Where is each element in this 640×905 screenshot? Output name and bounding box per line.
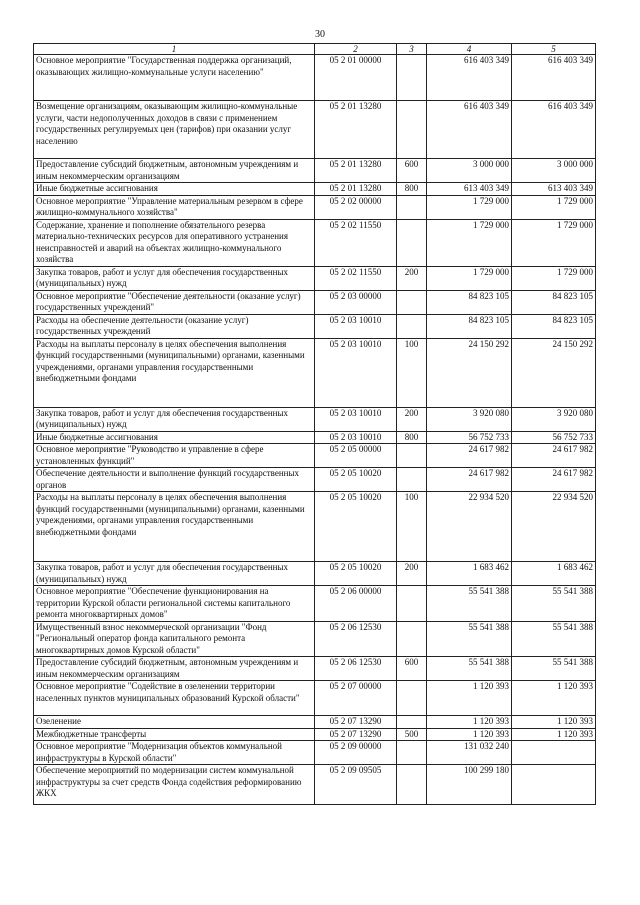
table-row — [34, 55, 596, 101]
amount-cell: 1 120 393 — [512, 728, 596, 741]
amount-cell: 616 403 349 — [512, 101, 596, 159]
amount-cell: 613 403 349 — [512, 183, 596, 196]
name-cell: Озеленение — [34, 716, 315, 729]
amount-cell: 55 541 388 — [512, 586, 596, 622]
amount-cell: 1 729 000 — [427, 195, 512, 219]
code-cell: 05 2 07 00000 — [315, 681, 397, 716]
amount-cell: 55 541 388 — [512, 621, 596, 657]
amount-cell: 3 000 000 — [512, 159, 596, 183]
amount-cell: 24 150 292 — [427, 338, 512, 407]
code-cell: 05 2 03 00000 — [315, 290, 397, 314]
name-cell: Основное мероприятие "Содействие в озеленении территории населенных пунктов муниципальных образований Курской области" — [34, 681, 315, 716]
expense-type-cell — [397, 621, 427, 657]
table-row — [34, 468, 596, 492]
amount-cell: 1 729 000 — [512, 266, 596, 290]
amount-cell: 22 934 520 — [512, 492, 596, 562]
name-cell: Закупка товаров, работ и услуг для обеспечения государственных (муниципальных) нужд — [34, 562, 315, 586]
amount-cell: 3 000 000 — [427, 159, 512, 183]
expense-type-cell — [397, 716, 427, 729]
code-cell: 05 2 06 12530 — [315, 657, 397, 681]
amount-cell: 84 823 105 — [512, 290, 596, 314]
table-row — [34, 716, 596, 729]
table-row — [34, 728, 596, 741]
code-cell: 05 2 01 00000 — [315, 55, 397, 101]
table-row — [34, 657, 596, 681]
table-row — [34, 562, 596, 586]
amount-cell: 1 120 393 — [512, 716, 596, 729]
expense-type-cell: 800 — [397, 431, 427, 444]
code-cell: 05 2 09 00000 — [315, 741, 397, 765]
code-cell: 05 2 05 00000 — [315, 444, 397, 468]
name-cell: Основное мероприятие "Обеспечение функционирования на территории Курской области региональной системы капитального ремонта многоквартирных домов" — [34, 586, 315, 622]
amount-cell: 24 617 982 — [427, 468, 512, 492]
name-cell: Расходы на выплаты персоналу в целях обеспечения выполнения функций государственными (муниципальными) органами, казенными учреждениями, органами управления государственными внебюджетными фондами — [34, 338, 315, 407]
expense-type-cell: 600 — [397, 159, 427, 183]
table-row — [34, 444, 596, 468]
name-cell: Расходы на выплаты персоналу в целях обеспечения выполнения функций государственными (муниципальными) органами, казенными учреждениями, органами управления государственными внебюджетными фондами — [34, 492, 315, 562]
code-cell: 05 2 03 10010 — [315, 407, 397, 431]
expense-type-cell: 600 — [397, 657, 427, 681]
amount-cell: 616 403 349 — [427, 55, 512, 101]
amount-cell: 1 729 000 — [427, 266, 512, 290]
expense-type-cell: 200 — [397, 266, 427, 290]
amount-cell: 1 120 393 — [512, 681, 596, 716]
expense-type-cell — [397, 444, 427, 468]
name-cell: Имущественный взнос некоммерческой организации "Фонд "Региональный оператор фонда капитального ремонта многоквартирных домов Курской области" — [34, 621, 315, 657]
amount-cell: 56 752 733 — [512, 431, 596, 444]
table-row — [34, 492, 596, 562]
table-row — [34, 290, 596, 314]
table-row — [34, 219, 596, 266]
code-cell: 05 2 02 00000 — [315, 195, 397, 219]
name-cell: Обеспечение мероприятий по модернизации систем коммунальной инфраструктуры за счет средств Фонда содействия реформированию ЖКХ — [34, 765, 315, 805]
table-row — [34, 431, 596, 444]
table-row — [34, 765, 596, 805]
name-cell: Обеспечение деятельности и выполнение функций государственных органов — [34, 468, 315, 492]
code-cell: 05 2 07 13290 — [315, 728, 397, 741]
table-row — [34, 314, 596, 338]
code-cell: 05 2 01 13280 — [315, 183, 397, 196]
amount-cell: 24 617 982 — [512, 468, 596, 492]
expense-type-cell — [397, 290, 427, 314]
amount-cell: 3 920 080 — [427, 407, 512, 431]
amount-cell: 616 403 349 — [512, 55, 596, 101]
header-row — [34, 44, 596, 55]
amount-cell: 616 403 349 — [427, 101, 512, 159]
amount-cell: 24 150 292 — [512, 338, 596, 407]
amount-cell: 56 752 733 — [427, 431, 512, 444]
table-row — [34, 159, 596, 183]
name-cell: Предоставление субсидий бюджетным, автономным учреждениям и иным некоммерческим организациям — [34, 159, 315, 183]
amount-cell — [512, 741, 596, 765]
code-cell: 05 2 05 10020 — [315, 492, 397, 562]
table-row — [34, 183, 596, 196]
expense-type-cell — [397, 468, 427, 492]
header-cell: 5 — [512, 44, 596, 55]
expense-type-cell — [397, 195, 427, 219]
amount-cell: 84 823 105 — [427, 314, 512, 338]
table-row — [34, 101, 596, 159]
table-row — [34, 621, 596, 657]
page-number: 30 — [315, 29, 325, 40]
name-cell: Основное мероприятие "Руководство и управление в сфере установленных функций" — [34, 444, 315, 468]
code-cell: 05 2 06 00000 — [315, 586, 397, 622]
name-cell: Закупка товаров, работ и услуг для обеспечения государственных (муниципальных) нужд — [34, 407, 315, 431]
name-cell: Возмещение организациям, оказывающим жилищно-коммунальные услуги, части недополученных доходов в связи с применением государственных регулируемых цен (тарифов) при оказании услуг населению — [34, 101, 315, 159]
expense-type-cell: 200 — [397, 407, 427, 431]
header-cell: 4 — [427, 44, 512, 55]
name-cell: Основное мероприятие "Обеспечение деятельности (оказание услуг) государственных учреждений" — [34, 290, 315, 314]
code-cell: 05 2 02 11550 — [315, 266, 397, 290]
name-cell: Основное мероприятие "Модернизация объектов коммунальной инфраструктуры в Курской области" — [34, 741, 315, 765]
table-row — [34, 586, 596, 622]
name-cell: Межбюджетные трансферты — [34, 728, 315, 741]
amount-cell: 1 683 462 — [512, 562, 596, 586]
amount-cell: 24 617 982 — [427, 444, 512, 468]
amount-cell: 84 823 105 — [512, 314, 596, 338]
table-row — [34, 266, 596, 290]
code-cell: 05 2 05 10020 — [315, 468, 397, 492]
code-cell: 05 2 09 09505 — [315, 765, 397, 805]
budget-table — [33, 43, 596, 805]
name-cell: Иные бюджетные ассигнования — [34, 431, 315, 444]
table-row — [34, 681, 596, 716]
name-cell: Закупка товаров, работ и услуг для обеспечения государственных (муниципальных) нужд — [34, 266, 315, 290]
code-cell: 05 2 01 13280 — [315, 159, 397, 183]
amount-cell: 84 823 105 — [427, 290, 512, 314]
amount-cell — [512, 765, 596, 805]
name-cell: Предоставление субсидий бюджетным, автономным учреждениям и иным некоммерческим организациям — [34, 657, 315, 681]
amount-cell: 55 541 388 — [427, 657, 512, 681]
header-cell: 2 — [315, 44, 397, 55]
header-cell: 3 — [397, 44, 427, 55]
amount-cell: 1 729 000 — [427, 219, 512, 266]
amount-cell: 3 920 080 — [512, 407, 596, 431]
expense-type-cell — [397, 314, 427, 338]
amount-cell: 613 403 349 — [427, 183, 512, 196]
code-cell: 05 2 03 10010 — [315, 431, 397, 444]
table-row — [34, 195, 596, 219]
amount-cell: 100 299 180 — [427, 765, 512, 805]
name-cell: Содержание, хранение и пополнение обязательного резерва материально-технических ресурсов для оперативного устранения неисправностей и аварий на объектах жилищно-коммунального хозяйства — [34, 219, 315, 266]
expense-type-cell — [397, 741, 427, 765]
code-cell: 05 2 07 13290 — [315, 716, 397, 729]
code-cell: 05 2 01 13280 — [315, 101, 397, 159]
name-cell: Иные бюджетные ассигнования — [34, 183, 315, 196]
name-cell: Основное мероприятие "Государственная поддержка организаций, оказывающих жилищно-коммунальные услуги населению" — [34, 55, 315, 101]
expense-type-cell — [397, 219, 427, 266]
name-cell: Основное мероприятие "Управление материальным резервом в сфере жилищно-коммунального хозяйства" — [34, 195, 315, 219]
expense-type-cell: 800 — [397, 183, 427, 196]
expense-type-cell: 100 — [397, 338, 427, 407]
table-row — [34, 338, 596, 407]
expense-type-cell — [397, 681, 427, 716]
amount-cell: 1 729 000 — [512, 219, 596, 266]
amount-cell: 55 541 388 — [427, 621, 512, 657]
code-cell: 05 2 03 10010 — [315, 314, 397, 338]
amount-cell: 131 032 240 — [427, 741, 512, 765]
expense-type-cell: 100 — [397, 492, 427, 562]
amount-cell: 55 541 388 — [512, 657, 596, 681]
header-cell: 1 — [34, 44, 315, 55]
table-row — [34, 741, 596, 765]
amount-cell: 1 120 393 — [427, 681, 512, 716]
amount-cell: 24 617 982 — [512, 444, 596, 468]
table-row — [34, 407, 596, 431]
expense-type-cell — [397, 101, 427, 159]
amount-cell: 1 120 393 — [427, 728, 512, 741]
code-cell: 05 2 06 12530 — [315, 621, 397, 657]
expense-type-cell: 200 — [397, 562, 427, 586]
amount-cell: 1 120 393 — [427, 716, 512, 729]
amount-cell: 1 729 000 — [512, 195, 596, 219]
expense-type-cell — [397, 586, 427, 622]
amount-cell: 1 683 462 — [427, 562, 512, 586]
code-cell: 05 2 02 11550 — [315, 219, 397, 266]
name-cell: Расходы на обеспечение деятельности (оказание услуг) государственных учреждений — [34, 314, 315, 338]
amount-cell: 22 934 520 — [427, 492, 512, 562]
expense-type-cell: 500 — [397, 728, 427, 741]
amount-cell: 55 541 388 — [427, 586, 512, 622]
code-cell: 05 2 03 10010 — [315, 338, 397, 407]
expense-type-cell — [397, 55, 427, 101]
table-body — [34, 55, 596, 805]
expense-type-cell — [397, 765, 427, 805]
code-cell: 05 2 05 10020 — [315, 562, 397, 586]
